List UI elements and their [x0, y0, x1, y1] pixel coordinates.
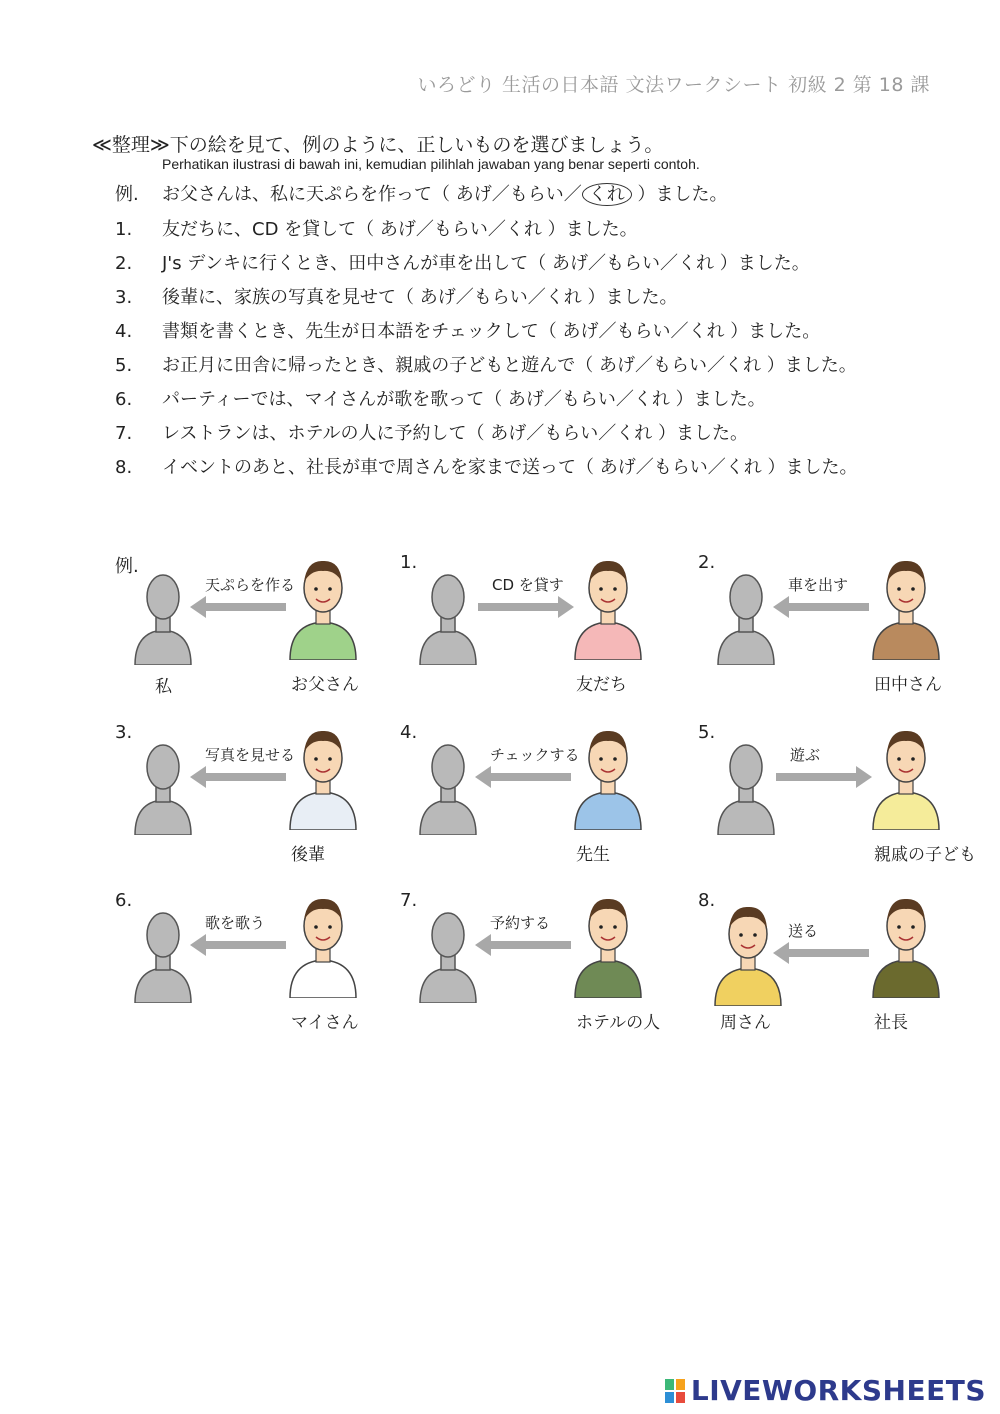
arrow-left-icon: [475, 766, 571, 788]
gray-person-icon: [716, 740, 776, 835]
question-4: [115, 317, 820, 343]
option-separator: ／: [563, 184, 582, 205]
instruction-translation: Perhatikan ilustrasi di bawah ini, kemudian pilihlah jawaban yang benar seperti contoh.: [162, 156, 700, 172]
option-kure[interactable]: くれ: [688, 321, 725, 342]
option-separator: ／: [660, 253, 678, 274]
left-person-name: 周さん: [720, 1013, 771, 1033]
arrow-left-icon: [773, 942, 869, 964]
option-morai[interactable]: もらい: [509, 184, 564, 205]
option-age[interactable]: あげ: [455, 184, 492, 205]
right-person-name: ホテルの人: [576, 1013, 661, 1033]
illustration-panel: [698, 552, 988, 712]
action-label: チェックする: [490, 746, 580, 764]
question-ending: ）ました。: [669, 389, 766, 410]
option-separator: ／: [543, 389, 562, 410]
arrow-right-icon: [776, 766, 872, 788]
option-separator: ／: [527, 287, 546, 308]
illustration-panel: [400, 890, 690, 1050]
question-text: お父さんは、私に天ぷらを作って（: [162, 184, 456, 205]
question-ending: ）ました。: [714, 253, 810, 274]
gray-person-icon: [133, 570, 193, 665]
gray-person-icon: [133, 908, 193, 1003]
option-separator: ／: [707, 457, 726, 478]
option-age[interactable]: あげ: [562, 321, 599, 342]
arrow-left-icon: [190, 766, 286, 788]
option-kure[interactable]: くれ: [582, 183, 632, 206]
question-text: 書類を書くとき、先生が日本語をチェックして（: [162, 321, 563, 342]
character-person-icon: [572, 890, 644, 998]
option-kure[interactable]: くれ: [505, 219, 542, 240]
question-7: [115, 419, 748, 445]
option-age[interactable]: あげ: [490, 423, 527, 444]
character-person-icon: [572, 552, 644, 660]
panel-label: 例.: [115, 556, 139, 577]
character-person-icon: [287, 722, 359, 830]
liveworksheets-logo: [665, 1374, 986, 1407]
question-number: 2.: [115, 253, 133, 274]
illustration-panel: [400, 722, 690, 882]
question-number: 3.: [115, 287, 133, 308]
illustration-panel: [400, 552, 690, 712]
option-age[interactable]: あげ: [507, 389, 544, 410]
option-separator: ／: [615, 389, 634, 410]
action-label: 遊ぶ: [790, 746, 821, 764]
character-person-icon: [287, 890, 359, 998]
question-text: パーティーでは、マイさんが歌を歌って（: [162, 389, 508, 410]
arrow-left-icon: [475, 934, 571, 956]
option-separator: ／: [415, 219, 434, 240]
panel-label: 8.: [698, 890, 716, 911]
arrow-left-icon: [773, 596, 869, 618]
right-person-name: 親戚の子ども: [874, 845, 976, 865]
option-morai[interactable]: もらい: [653, 457, 708, 478]
question-ending: ）ました。: [652, 423, 749, 444]
arrow-left-icon: [190, 934, 286, 956]
option-separator: ／: [635, 355, 653, 376]
question-text: 友だちに、CD を貸して（: [162, 219, 380, 240]
action-label: 予約する: [490, 914, 551, 932]
option-morai[interactable]: もらい: [544, 423, 599, 444]
right-person-name: 先生: [576, 845, 610, 865]
option-separator: ／: [635, 457, 654, 478]
question-ending: ）ました。: [631, 184, 728, 205]
question-6: [115, 385, 766, 411]
question-ending: ）ました。: [761, 355, 857, 376]
option-kure[interactable]: くれ: [725, 355, 761, 376]
action-label: 車を出す: [788, 576, 849, 594]
panel-label: 1.: [400, 552, 418, 573]
option-age[interactable]: あげ: [599, 457, 636, 478]
question-number: 4.: [115, 321, 133, 342]
liveworksheets-logo-icon: [665, 1379, 687, 1403]
option-kure[interactable]: くれ: [633, 389, 670, 410]
option-morai[interactable]: もらい: [606, 253, 660, 274]
question-number: 5.: [115, 355, 133, 376]
character-person-icon: [870, 890, 942, 998]
question-5: [115, 351, 857, 377]
question-text: イベントのあと、社長が車で周さんを家まで送って（: [162, 457, 600, 478]
question-ending: ）ました。: [581, 287, 678, 308]
option-age[interactable]: あげ: [552, 253, 588, 274]
question-number: 例.: [115, 184, 139, 205]
option-age[interactable]: あげ: [379, 219, 416, 240]
character-person-icon: [287, 552, 359, 660]
liveworksheets-logo-text: LIVEWORKSHEETS: [690, 1374, 986, 1407]
option-separator: ／: [598, 321, 617, 342]
question-number: 6.: [115, 389, 133, 410]
panel-label: 2.: [698, 552, 716, 573]
question-8: [115, 453, 857, 479]
option-separator: ／: [707, 355, 725, 376]
option-morai[interactable]: もらい: [653, 355, 707, 376]
character-person-icon: [870, 552, 942, 660]
question-number: 8.: [115, 457, 133, 478]
character-person-icon: [870, 722, 942, 830]
option-separator: ／: [598, 423, 617, 444]
illustration-panel: [115, 722, 405, 882]
action-label: 天ぷらを作る: [205, 576, 296, 594]
panel-label: 3.: [115, 722, 133, 743]
option-kure[interactable]: くれ: [545, 287, 582, 308]
question-text: レストランは、ホテルの人に予約して（: [162, 423, 491, 444]
option-kure[interactable]: くれ: [725, 457, 762, 478]
option-age[interactable]: あげ: [419, 287, 456, 308]
question-ending: ）ました。: [761, 457, 858, 478]
action-label: 歌を歌う: [205, 914, 266, 932]
option-morai[interactable]: もらい: [433, 219, 488, 240]
instruction-text: ≪整理≫下の絵を見て、例のように、正しいものを選びましょう。: [92, 134, 664, 156]
option-kure[interactable]: くれ: [678, 253, 714, 274]
question-3: [115, 283, 677, 309]
gray-person-icon: [418, 570, 478, 665]
left-person-name: 私: [155, 677, 172, 697]
panel-label: 6.: [115, 890, 133, 911]
option-morai[interactable]: もらい: [561, 389, 616, 410]
option-morai[interactable]: もらい: [473, 287, 528, 308]
gray-person-icon: [716, 570, 776, 665]
question-ending: ）ました。: [541, 219, 638, 240]
worksheet-title: いろどり 生活の日本語 文法ワークシート 初級 2 第 18 課: [417, 74, 930, 96]
right-person-name: 田中さん: [874, 675, 942, 695]
question-ending: ）ました。: [724, 321, 821, 342]
right-person-name: 社長: [874, 1013, 908, 1033]
right-person-name: マイさん: [291, 1013, 359, 1033]
question-2: [115, 249, 810, 275]
action-label: 写真を見せる: [205, 746, 296, 764]
option-separator: ／: [526, 423, 545, 444]
right-person-name: 友だち: [576, 675, 627, 695]
option-morai[interactable]: もらい: [616, 321, 671, 342]
action-label: CD を貸す: [492, 576, 564, 594]
gray-person-icon: [418, 908, 478, 1003]
gray-person-icon: [133, 740, 193, 835]
right-person-name: お父さん: [291, 675, 359, 695]
option-separator: ／: [670, 321, 689, 342]
arrow-right-icon: [478, 596, 574, 618]
option-separator: ／: [588, 253, 606, 274]
illustration-panel: [698, 890, 988, 1050]
option-separator: ／: [487, 219, 506, 240]
right-person-name: 後輩: [291, 845, 325, 865]
question-text: お正月に田舎に帰ったとき、親戚の子どもと遊んで（: [162, 355, 599, 376]
question-number: 1.: [115, 219, 133, 240]
illustration-panel: [115, 890, 405, 1050]
example-sentence: [115, 180, 727, 206]
gray-person-icon: [418, 740, 478, 835]
panel-label: 5.: [698, 722, 716, 743]
question-text: J's デンキに行くとき、田中さんが車を出して（: [162, 253, 552, 274]
illustration-panel: [698, 722, 988, 882]
character-person-icon: [572, 722, 644, 830]
illustration-panel: [115, 552, 405, 712]
question-number: 7.: [115, 423, 133, 444]
option-kure[interactable]: くれ: [616, 423, 653, 444]
action-label: 送る: [788, 922, 819, 940]
panel-label: 7.: [400, 890, 418, 911]
question-1: [115, 215, 638, 241]
option-age[interactable]: あげ: [599, 355, 635, 376]
option-separator: ／: [455, 287, 474, 308]
arrow-left-icon: [190, 596, 286, 618]
panel-label: 4.: [400, 722, 418, 743]
question-text: 後輩に、家族の写真を見せて（: [162, 287, 420, 308]
option-separator: ／: [491, 184, 510, 205]
